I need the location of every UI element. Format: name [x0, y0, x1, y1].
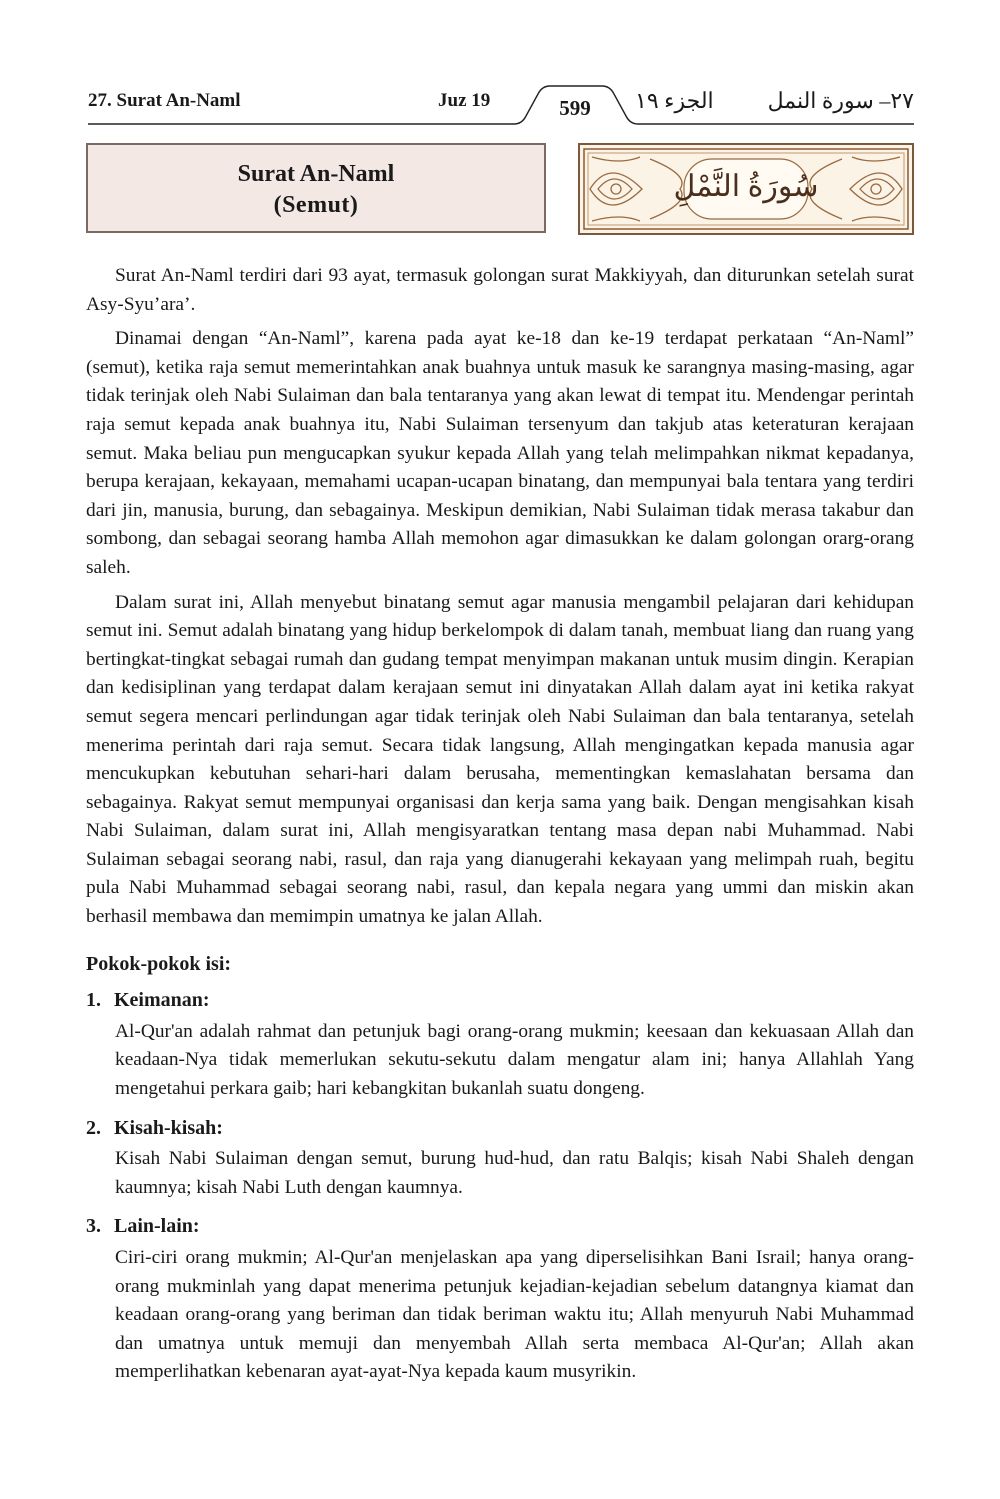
item-heading: Keimanan:: [114, 989, 210, 1012]
header-arabic-surah: ٢٧– سورة النمل: [767, 88, 914, 113]
item-number: 3.: [86, 1215, 101, 1238]
header-arabic-juz: الجزء ١٩: [635, 88, 714, 113]
item-number: 2.: [86, 1116, 101, 1139]
page-header: [88, 82, 914, 126]
list-item: [86, 1114, 914, 1203]
page-number: 599: [559, 96, 591, 120]
surah-subtitle: (Semut): [273, 192, 359, 218]
item-body: Ciri-ciri orang mukmin; Al-Qur'an menjelaskan apa yang diperselisihkan Bani Israil; hanya orang-orang mukminlah yang dapat menerima petunjuk kejadian-kejadian sebelum datangnya kiamat dan keadaan orang-orang yang beriman dan tidak beriman waktu itu; Allah menyuruh Nabi Muhammad dan umatnya untuk memuji dan menyembah Allah serta membaca Al-Qur'an; Allah akan memperlihatkan kebenaran ayat-ayat-Nya kepada kaum musyrikin.: [115, 1247, 914, 1383]
item-heading: Lain-lain:: [114, 1215, 200, 1238]
surah-calligraphy-panel: [578, 143, 914, 235]
header-surah-title: 27. Surat An-Naml: [88, 90, 241, 111]
intro-paragraph: Surat An-Naml terdiri dari 93 ayat, termasuk golongan surat Makkiyyah, dan diturunkan setelah surat Asy-Syu’ara’.: [86, 265, 914, 315]
intro-paragraph: Dinamai dengan “An-Naml”, karena pada ayat ke-18 dan ke-19 terdapat perkataan “An-Naml” (semut), ketika raja semut memerintahkan anak buahnya untuk masuk ke sarangnya masing-masing, agar tidak terinjak oleh Nabi Sulaiman dan bala tentaranya yang akan lewat di tempat itu. Mendengar perintah raja semut kepada anak buahnya itu, Nabi Sulaiman tersenyum dan takjub atas keteraturan kerajaan semut. Maka beliau pun mengucapkan syukur kepada Allah yang telah melimpahkan nikmat kepadanya, berupa kerajaan, kekayaan, memahami ucapan-ucapan binatang, dan mempunyai bala tentara yang terdiri dari jin, manusia, burung, dan sebagainya. Meskipun demikian, Nabi Sulaiman tidak merasa takabur dan sombong, dan sebagai seorang hamba Allah memohon agar dimasukkan ke dalam golongan orarg-orang saleh.: [86, 328, 914, 578]
surah-calligraphy: سُورَةُ النَّمْلِ: [673, 170, 819, 203]
item-body: Al-Qur'an adalah rahmat dan petunjuk bagi orang-orang mukmin; keesaan dan kekuasaan Allah dan keadaan-Nya tidak memerlukan sekutu-sekutu dalam mengatur alam ini; hanya Allahlah Yang mengetahui perkara gaib; hari kebangkitan bukanlah suatu dongeng.: [115, 1020, 914, 1100]
list-item: [86, 1212, 914, 1387]
surah-title: Surat An-Naml: [237, 161, 395, 187]
item-number: 1.: [86, 989, 101, 1012]
item-heading: Kisah-kisah:: [114, 1116, 223, 1139]
item-body: Kisah Nabi Sulaiman dengan semut, burung hud-hud, dan ratu Balqis; kisah Nabi Shaleh dengan kaumnya; kisah Nabi Luth dengan kaumnya.: [115, 1148, 914, 1198]
surah-introduction: [86, 262, 914, 1397]
pokok-isi-heading: Pokok-pokok isi:: [86, 952, 232, 975]
header-juz: Juz 19: [438, 90, 491, 111]
list-item: [86, 986, 914, 1103]
intro-paragraph: Dalam surat ini, Allah menyebut binatang semut agar manusia mengambil pelajaran dari kehidupan semut ini. Semut adalah binatang yang hidup berkelompok di dalam tanah, membuat liang dan ruang yang bertingkat-tingkat sebagai rumah dan gudang tempat menyimpan makanan untuk musim dingin. Kerapian dan kedisiplinan yang terdapat dalam kerajaan semut ini dinyatakan Allah dalam ayat ini ketika rakyat semut segera mencari perlindungan agar tidak terinjak oleh Nabi Sulaiman dan bala tentaranya, setelah menerima perintah dari raja semut. Secara tidak langsung, Allah mengingatkan kepada manusia agar mencukupkan kebutuhan sehari-hari dalam berusaha, mementingkan kemaslahatan bersama dan sebagainya. Rakyat semut mempunyai organisasi dan kerja sama yang baik. Dengan mengisahkan kisah Nabi Sulaiman, dalam surat ini, Allah mengisyaratkan tentang masa depan nabi Muhammad. Nabi Sulaiman sebagai seorang nabi, rasul, dan raja yang dianugerahi kekayaan yang melimpah ruah, begitu pula Nabi Muhammad sebagai seorang nabi, rasul, dan kepala negara yang ummi dan miskin akan berhasil membawa dan memimpin umatnya ke jalan Allah.: [86, 591, 914, 928]
surah-title-box: [86, 143, 546, 233]
